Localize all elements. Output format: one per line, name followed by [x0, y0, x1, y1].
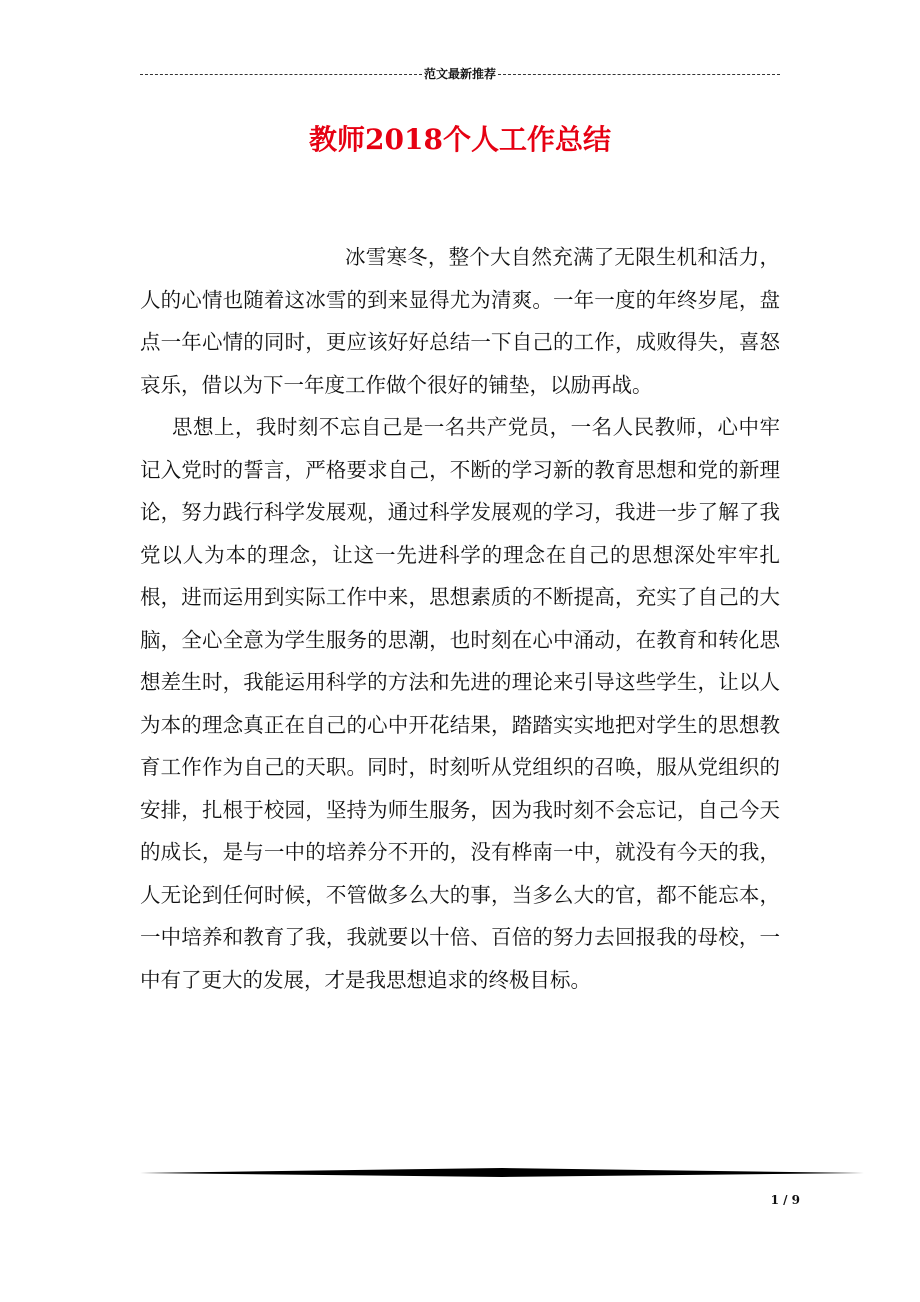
header-dash-right [498, 74, 780, 75]
header-label: 范文最新推荐 [424, 67, 497, 81]
paragraph-intro: 冰雪寒冬，整个大自然充满了无限生机和活力，人的心情也随着这冰雪的到来显得尤为清爽。一年一度的年终岁尾，盘点一年心情的同时，更应该好好总结一下自己的工作，成败得失，喜怒哀乐，借以为下一年度工作做个很好的铺垫，以励再战。 [140, 245, 780, 397]
paragraph-thought: 思想上，我时刻不忘自己是一名共产党员，一名人民教师，心中牢记入党时的誓言，严格要求自己，不断的学习新的教育思想和党的新理论，努力践行科学发展观，通过科学发展观的学习，我进一步了解了我党以人为本的理念，让这一先进科学的理念在自己的思想深处牢牢扎根，进而运用到实际工作中来，思想素质的不断提高，充实了自己的大脑，全心全意为学生服务的思潮，也时刻在心中涌动，在教育和转化思想差生时，我能运用科学的方法和先进的理论来引导这些学生，让以人为本的理念真正在自己的心中开花结果，踏踏实实地把对学生的思想教育工作作为自己的天职。同时，时刻听从党组织的召唤，服从党组织的安排，扎根于校园，坚持为师生服务，因为我时刻不会忘记，自己今天的成长，是与一中的培养分不开的，没有桦南一中，就没有今天的我，人无论到任何时候，不管做多么大的事，当多么大的官，都不能忘本，一中培养和教育了我，我就要以十倍、百倍的努力去回报我的母校，一中有了更大的发展，才是我思想追求的终极目标。 [140, 415, 780, 992]
header-dash-left [140, 74, 422, 75]
document-title: 教师2018个人工作总结 [309, 123, 611, 156]
footer-rule [140, 1167, 864, 1179]
document-body [140, 236, 780, 1001]
page-number: 1 / 9 [770, 1193, 800, 1207]
page-header [140, 66, 780, 82]
